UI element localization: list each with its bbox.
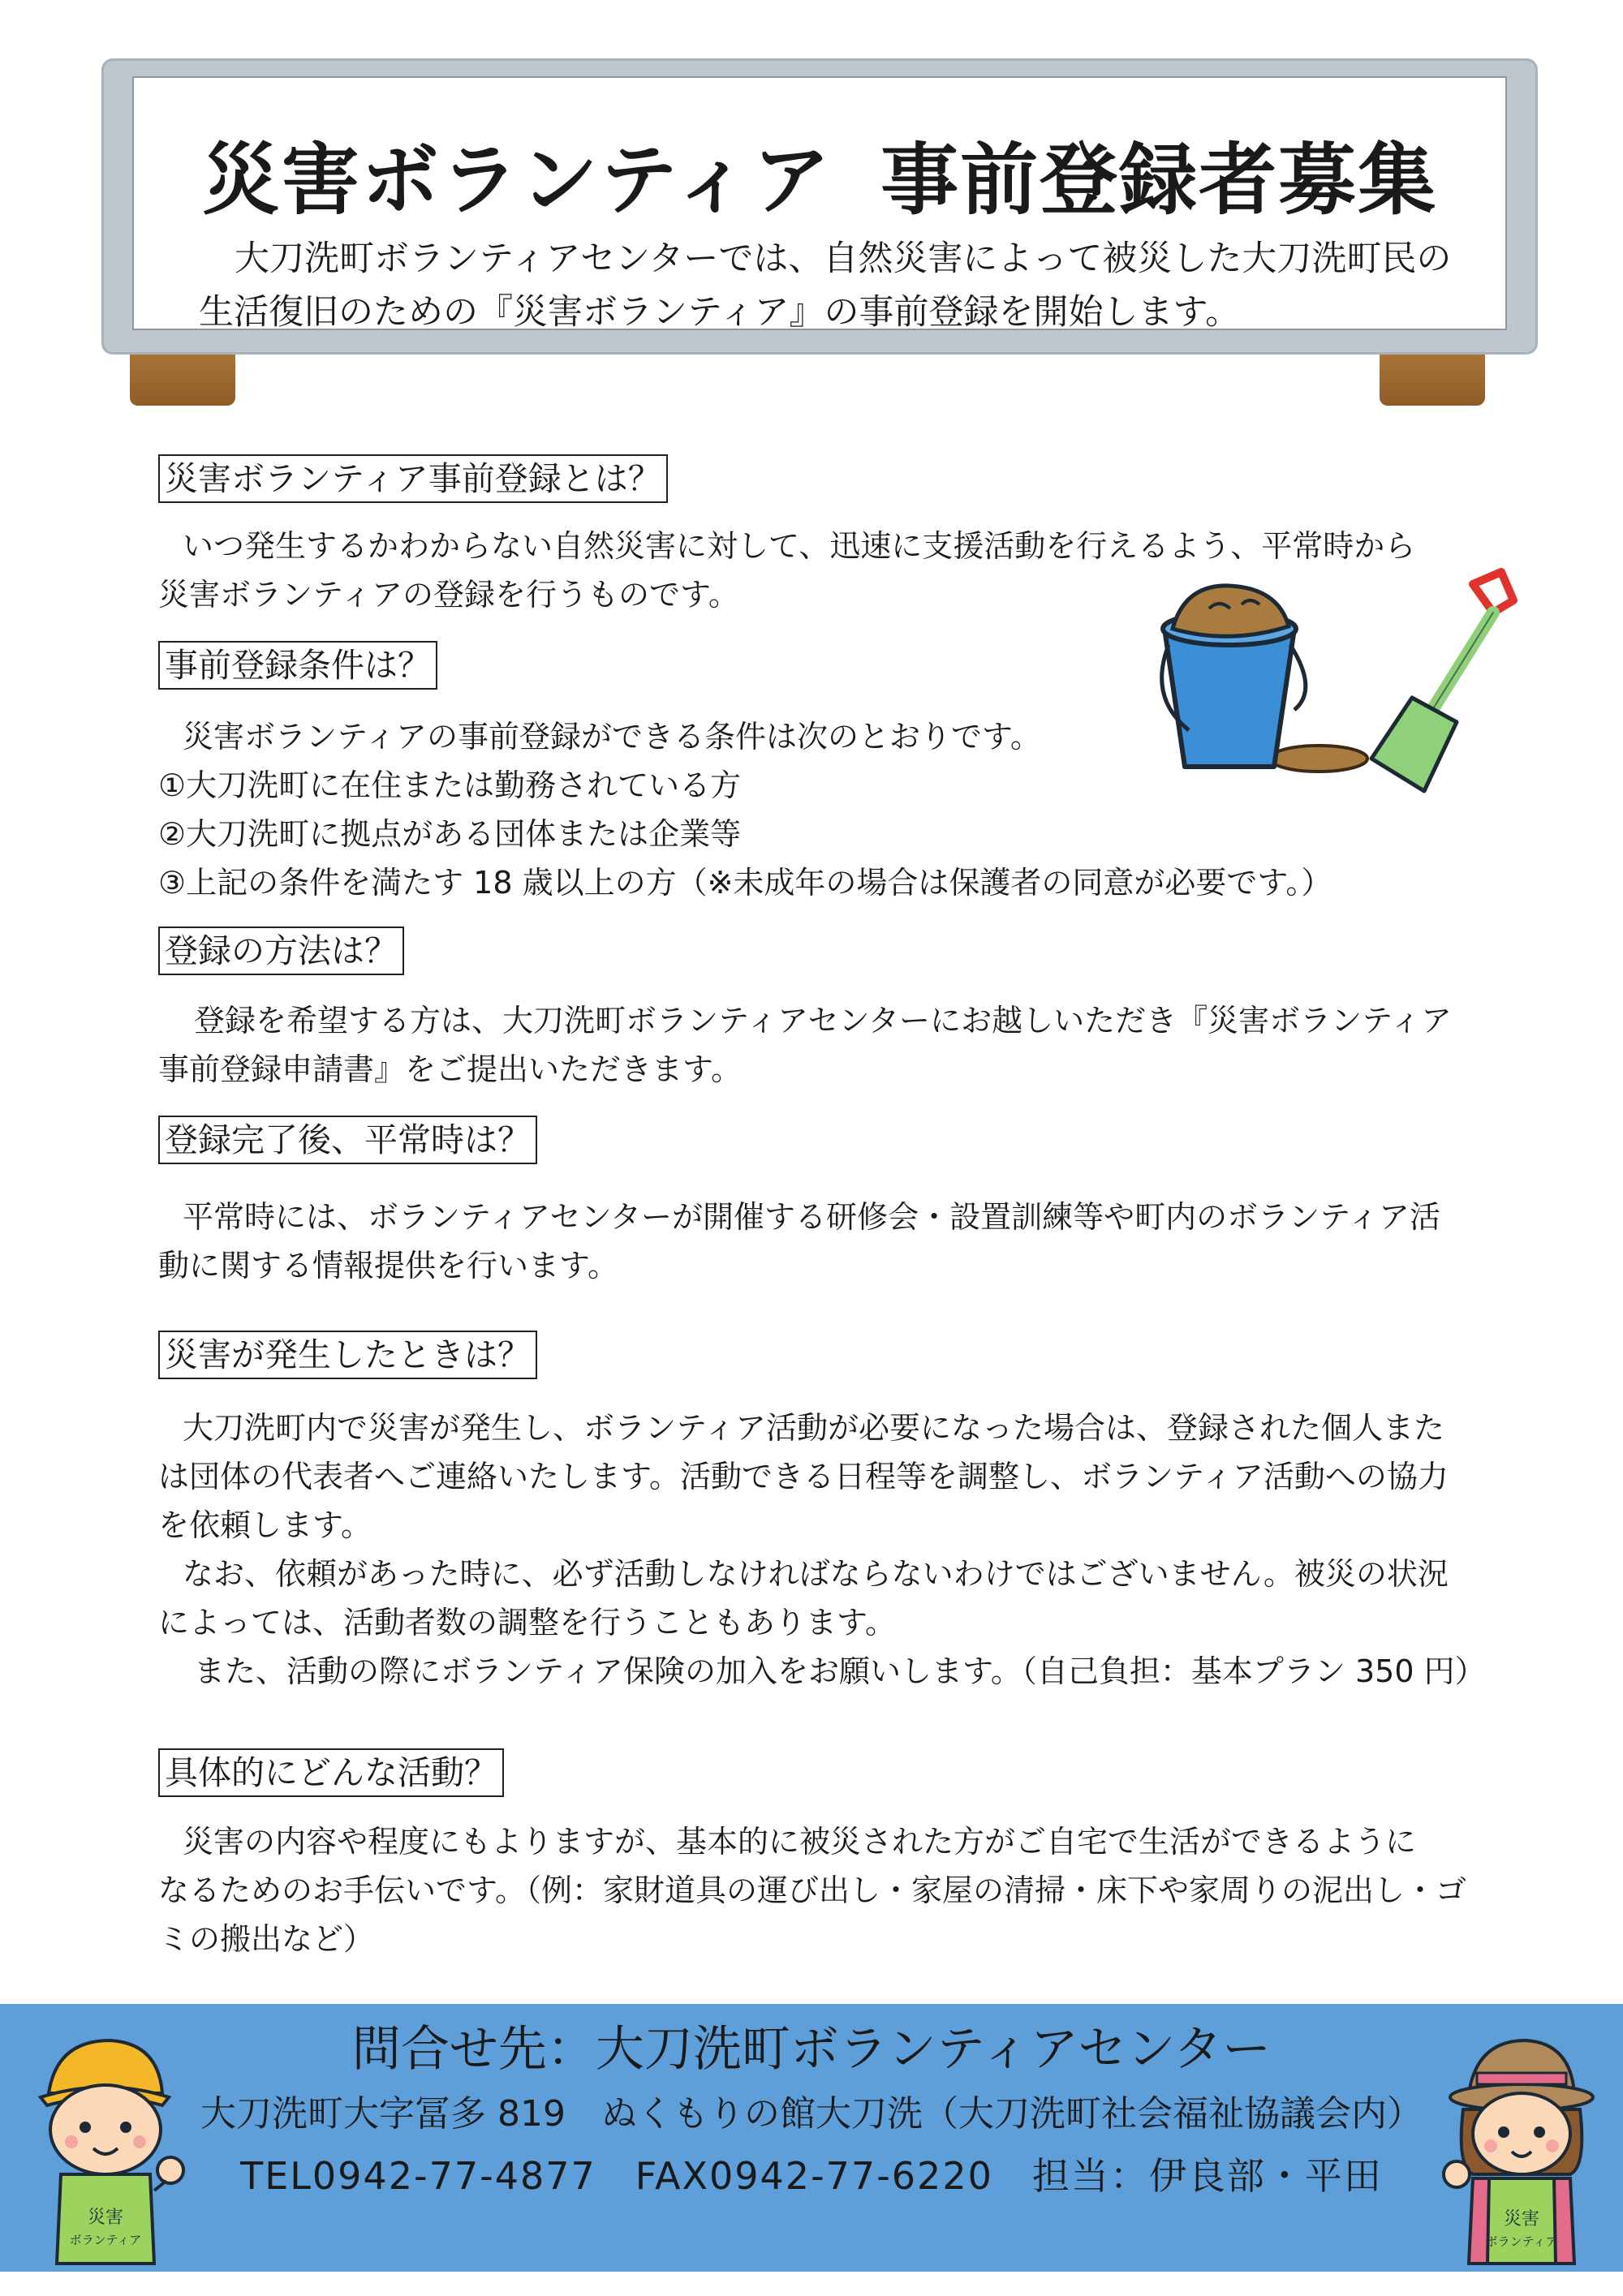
section-line: を依頼します。 [158, 1507, 372, 1543]
section-body-specific-activities [158, 1817, 1481, 1963]
section-heading-specific-activities: 具体的にどんな活動？ [158, 1748, 504, 1797]
section-heading-conditions: 事前登録条件は？ [158, 641, 437, 690]
section-heading-when-disaster: 災害が発生したときは？ [158, 1331, 537, 1379]
section-line: 大刀洗町内で災害が発生し、ボランティア活動が必要になった場合は、登録された個人また [183, 1410, 1444, 1446]
volunteer-boy-icon [24, 2028, 187, 2272]
intro-line-2: 生活復旧のための『災害ボランティア』の事前登録を開始します。 [199, 292, 1241, 333]
section-body-after-registration [158, 1193, 1481, 1290]
section-line: ミの搬出など） [158, 1921, 375, 1957]
section-heading-after-registration: 登録完了後、平常時は？ [158, 1116, 537, 1164]
section-line: また、活動の際にボランティア保険の加入をお願いします。（自己負担：基本プラン 350 円） [194, 1653, 1486, 1689]
mascot-vest-label-1: 災害 [87, 2208, 124, 2228]
volunteer-girl-icon [1440, 2028, 1603, 2272]
section-line: 動に関する情報提供を行います。 [158, 1248, 618, 1283]
mascot-vest-label-2: ボランティア [1485, 2234, 1558, 2249]
section-line: なお、依頼があった時に、必ず活動しなければならないわけではございません。被災の状況 [183, 1556, 1449, 1592]
section-body-how-to-register [158, 996, 1481, 1094]
bucket-with-soil-icon [1162, 586, 1367, 772]
shovel-icon [1371, 572, 1513, 791]
condition-item-2: ②大刀洗町に拠点がある団体または企業等 [158, 816, 742, 852]
contact-band [0, 2004, 1623, 2272]
mascot-vest-label-2: ボランティア [69, 2233, 142, 2247]
contact-phone: TEL0942-77-4877 FAX0942-77-6220 担当：伊良部・平田 [240, 2154, 1383, 2198]
contact-title: 問合せ先：大刀洗町ボランティアセンター [351, 2021, 1272, 2078]
page-title-part1: 災害ボランティア [201, 135, 833, 226]
page-title-part2: 事前登録者募集 [880, 135, 1438, 226]
contact-address: 大刀洗町大字冨多 819 ぬくもりの館大刀洗（大刀洗町社会福祉協議会内） [200, 2093, 1423, 2135]
section-line: 災害ボランティアの登録を行うものです。 [158, 577, 739, 613]
section-line: なるためのお手伝いです。（例：家財道具の運び出し・家屋の清掃・床下や家周りの泥出し・ゴ [158, 1872, 1466, 1908]
section-line: 災害の内容や程度にもよりますが、基本的に被災された方がご自宅で生活ができるように [183, 1824, 1417, 1860]
page-title [134, 118, 1505, 230]
intro-line-1: 大刀洗町ボランティアセンターでは、自然災害によって被災した大刀洗町民の [235, 239, 1452, 279]
section-line: いつ発生するかわからない自然災害に対して、迅速に支援活動を行えるよう、平常時から [183, 528, 1416, 564]
section-line: 平常時には、ボランティアセンターが開催する研修会・設置訓練等や町内のボランティア活 [183, 1199, 1441, 1235]
condition-item-3: ③上記の条件を満たす 18 歳以上の方（※未成年の場合は保護者の同意が必要です。） [158, 865, 1332, 901]
section-line: によっては、活動者数の調整を行うこともあります。 [158, 1605, 896, 1640]
section-line: 災害ボランティアの事前登録ができる条件は次のとおりです。 [183, 719, 1041, 755]
header-board-panel [132, 76, 1507, 333]
section-line: 事前登録申請書』をご提出いただきます。 [158, 1051, 742, 1087]
condition-item-1: ①大刀洗町に在住または勤務されている方 [158, 767, 742, 803]
bucket-and-shovel-illustration [1152, 568, 1542, 811]
section-line: 登録を希望する方は、大刀洗町ボランティアセンターにお越しいただき『災害ボランティア [194, 1003, 1453, 1038]
section-heading-what-is: 災害ボランティア事前登録とは？ [158, 454, 668, 503]
intro-paragraph [199, 232, 1465, 339]
section-body-when-disaster [158, 1404, 1486, 1696]
section-line: は団体の代表者へご連絡いたします。活動できる日程等を調整し、ボランティア活動への協力 [158, 1459, 1449, 1494]
section-heading-how-to-register: 登録の方法は？ [158, 927, 404, 975]
mascot-vest-label-1: 災害 [1503, 2209, 1540, 2229]
header-board [101, 58, 1538, 355]
